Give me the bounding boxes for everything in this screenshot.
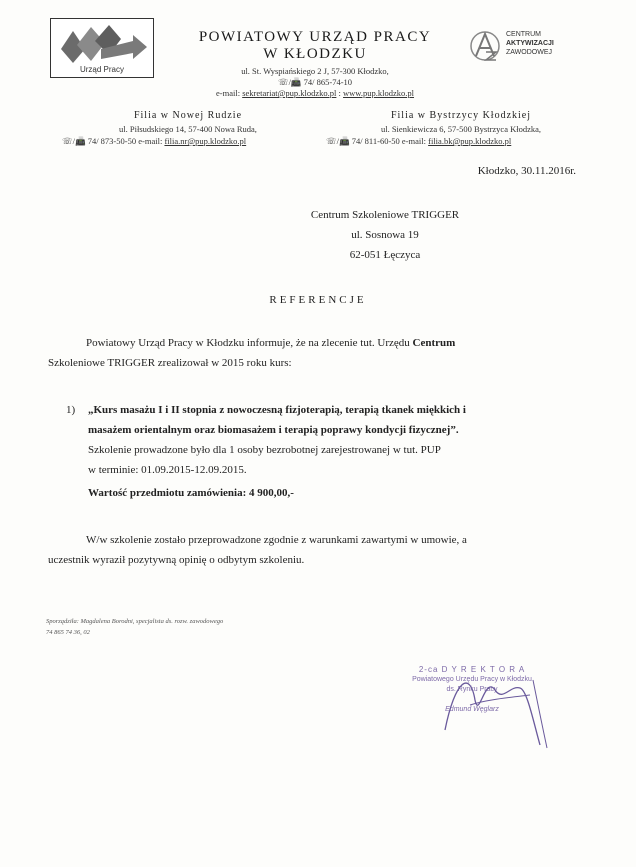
training-detail-line1: Szkolenie prowadzone było dla 1 osoby bezrobotnej zarejestrowanej w tut. PUP <box>88 444 441 456</box>
cz-line2: AKTYWIZACJI <box>506 40 554 47</box>
intro-text: Powiatowy Urząd Pracy w Kłodzku informuje, że na zlecenie tut. Urzędu <box>86 337 413 349</box>
org-name <box>150 29 480 63</box>
intro-line2: Szkoleniowe TRIGGER zrealizował w 2015 roku kurs: <box>48 357 292 369</box>
org-address: ul. St. Wyspiańskiego 2 J, 57-300 Kłodzko, <box>241 66 389 76</box>
branch-email-link[interactable]: filia.nr@pup.klodzko.pl <box>164 136 247 146</box>
org-name-line1: POWIATOWY URZĄD PRACY <box>198 29 432 45</box>
branch-email-link[interactable]: filia.bk@pup.klodzko.pl <box>428 136 512 146</box>
branch-address: ul. Sienkiewicza 6, 57-500 Bystrzyca Kłodzka, <box>380 124 542 134</box>
prepared-by-phone: 74 865 74 36, 02 <box>46 629 90 636</box>
course-title-line2: masażem orientalnym oraz biomasażem i terapią poprawy kondycji fizycznej”. <box>88 424 459 436</box>
org-name-line2: W KŁODZKU <box>263 46 367 62</box>
stamp-line2: Powiatowego Urzędu Pracy w Kłodzku <box>412 676 532 683</box>
recipient-street: ul. Sosnowa 19 <box>351 229 419 241</box>
intro-bold: Centrum <box>412 337 456 349</box>
cz-emblem-icon <box>468 28 502 64</box>
stamp-line1: 2-ca D Y R E K T O R A <box>418 665 526 674</box>
training-detail-line2: w terminie: 01.09.2015-12.09.2015. <box>88 464 247 476</box>
branch-title: Filia w Bystrzycy Kłodzkiej <box>390 110 532 121</box>
order-value: Wartość przedmiotu zamówienia: 4 900,00,- <box>88 487 294 499</box>
branch-phone: ☏/📠 74/ 873-50-50 <box>62 136 137 146</box>
stamp-line3: ds. Rynku Pracy <box>446 686 498 693</box>
centrum-aktywizacji-logo <box>468 26 572 66</box>
item-number: 1) <box>66 404 76 416</box>
cz-text <box>506 30 554 57</box>
cz-line1: CENTRUM <box>506 31 541 38</box>
prepared-by <box>46 616 223 638</box>
logo-caption: Urząd Pracy <box>79 65 124 74</box>
handwritten-signature <box>415 660 565 750</box>
intro-line1 <box>86 333 586 353</box>
closing-line2: uczestnik wyraził pozytywną opinię o odbytym szkoleniu. <box>48 554 305 566</box>
pup-logo <box>50 18 154 78</box>
org-contact-line <box>110 88 520 98</box>
contact-separator: : <box>338 88 341 98</box>
org-phone: ☏/📠 74/ 865-74-10 <box>277 77 353 87</box>
email-label: e-mail: <box>215 88 241 98</box>
branch-phone: ☏/📠 74/ 811-60-50 <box>326 136 400 146</box>
org-email-link[interactable]: sekretariat@pup.klodzko.pl <box>242 88 337 98</box>
recipient-city: 62-051 Łęczyca <box>349 249 421 261</box>
branch-bystrzyca <box>326 110 596 147</box>
branch-address: ul. Piłsudskiego 14, 57-400 Nowa Ruda, <box>119 124 257 134</box>
branch-email-label: e-mail: <box>138 136 163 146</box>
branch-nowa-ruda <box>62 110 308 147</box>
closing-line1: W/w szkolenie zostało przeprowadzone zgodnie z warunkami zawartymi w umowie, a <box>86 534 467 546</box>
letter-date: Kłodzko, 30.11.2016r. <box>477 165 576 177</box>
branch-title: Filia w Nowej Rudzie <box>133 110 243 121</box>
cz-line3: ZAWODOWEJ <box>506 49 553 56</box>
stamp-line4: Edmund Węglarz <box>445 706 499 713</box>
course-title-line1: „Kurs masażu I i II stopnia z nowoczesną fizjoterapią, terapią tkanek miękkich i <box>88 404 466 416</box>
branch-contact <box>62 136 308 147</box>
recipient-name: Centrum Szkoleniowe TRIGGER <box>310 209 460 221</box>
branch-contact <box>326 136 596 147</box>
letter-heading: REFERENCJE <box>269 294 367 306</box>
branch-email-label: e-mail: <box>401 136 426 146</box>
org-website-link[interactable]: www.pup.klodzko.pl <box>343 88 415 98</box>
prepared-by-name: Sporządziła: Magdalena Borodni, specjalista ds. rozw. zawodowego <box>46 618 224 625</box>
